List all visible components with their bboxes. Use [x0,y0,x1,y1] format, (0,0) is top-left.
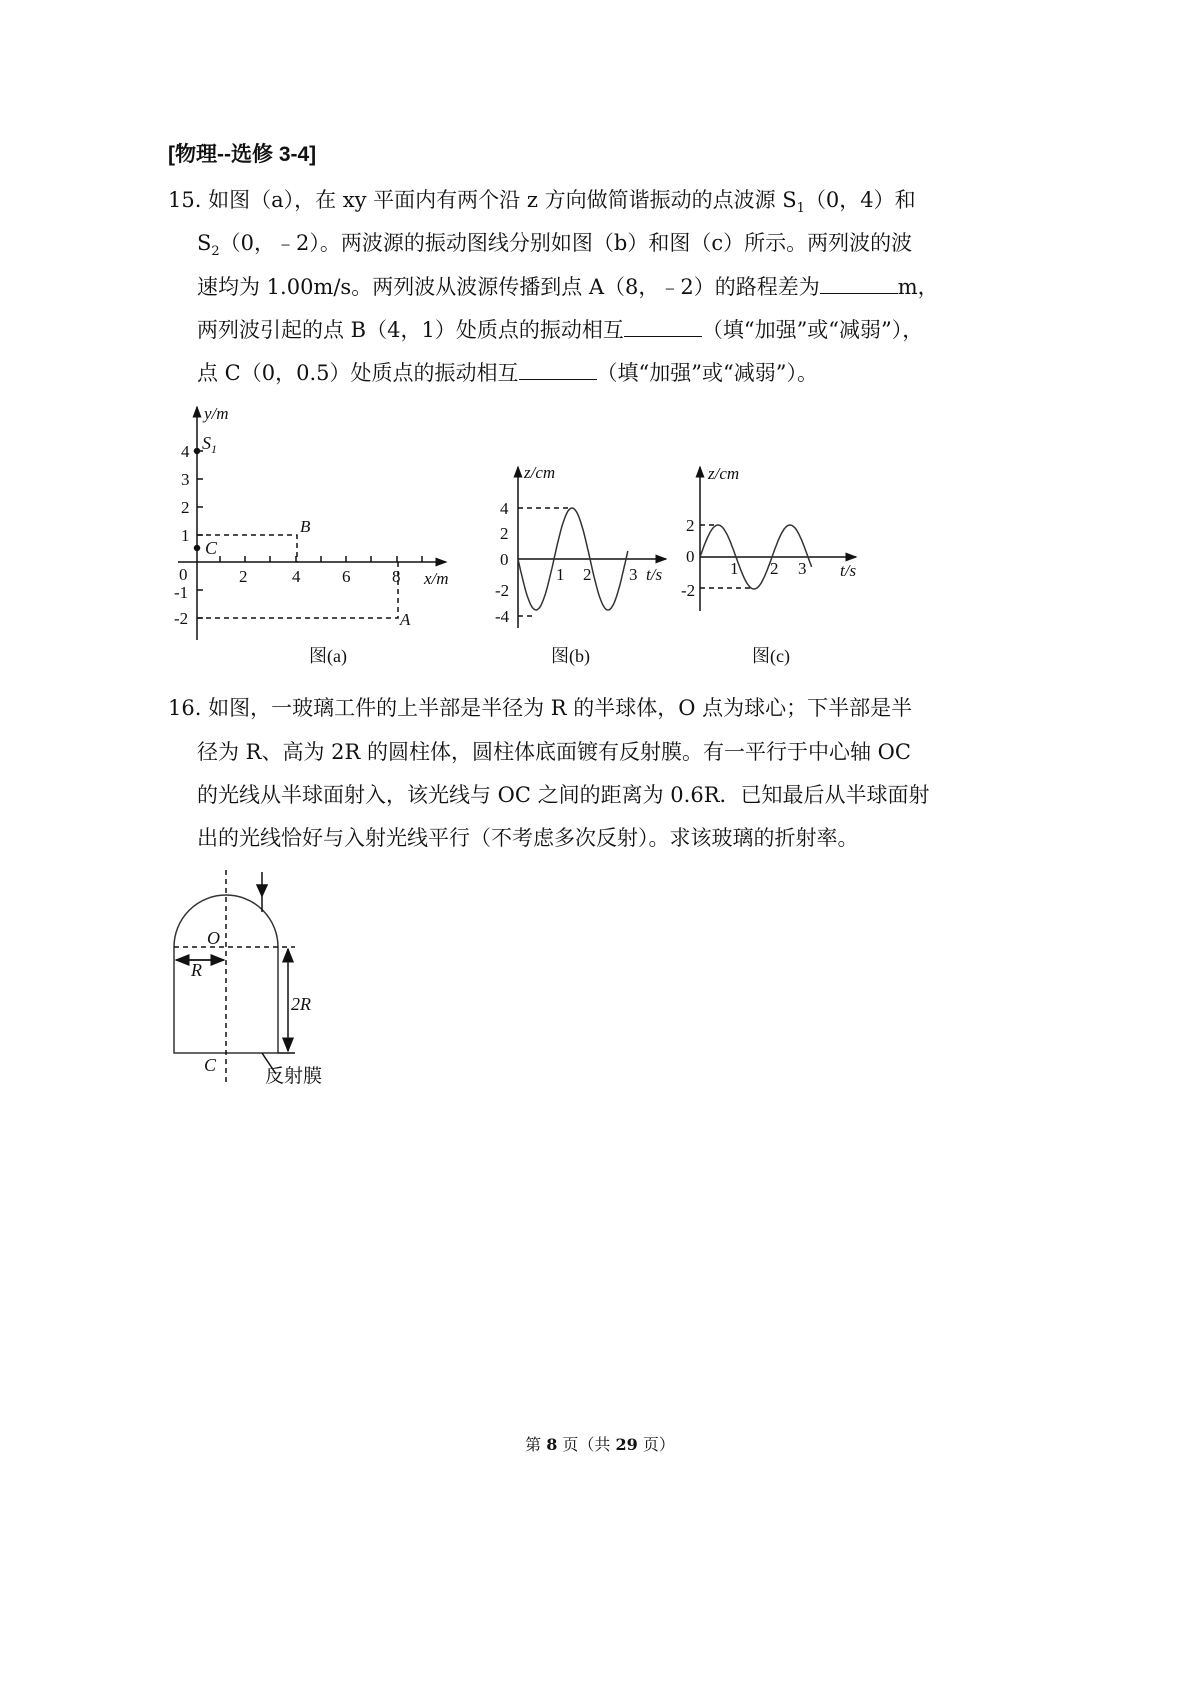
x-tick-label: 3 [629,565,638,584]
point-b-label: B [300,517,311,536]
y-tick-label: 2 [686,516,695,535]
x-tick-label: 6 [342,567,351,586]
y-tick-label: 0 [686,547,695,566]
q16-line-2: 径为 R、高为 2R 的圆柱体，圆柱体底面镀有反射膜。有一平行于中心轴 OC [197,740,911,764]
x-tick-label: 4 [292,567,301,586]
fig-a-y-label: y/m [204,404,229,423]
height-label: 2R [291,994,311,1014]
ray-arrowhead [257,885,267,896]
subscript: 1 [796,201,805,217]
figure-b-caption: 图(b) [551,646,590,666]
y-tick-label: -1 [174,583,189,602]
q16-number: 16. [168,696,202,720]
x-tick-label: 2 [770,559,779,578]
fig-c-x-label: t/s [840,561,857,580]
figure-b [518,467,666,628]
y-tick-label: 4 [500,499,509,518]
q15-text: （0，﹣2）。两波源的振动图线分别如图（b）和图（c）所示。两列波的波 [219,231,913,255]
point-s1-dot [195,449,200,454]
fig-a-s1-label: $S_1$ [202,433,217,456]
page-footer [0,1432,1200,1455]
y-tick-label: -2 [174,609,189,628]
q15-text: （0，4）和 [804,188,916,212]
total-pages: 29 [615,1435,638,1454]
x-tick-label: 2 [239,567,248,586]
fig-c-y-label: z/cm [708,464,740,483]
figure-a-caption: 图(a) [309,646,347,666]
q16-line-1 [168,694,912,722]
page-number: 8 [546,1435,558,1454]
q15-text: 两列波引起的点 B（4，1）处质点的振动相互 [197,318,624,342]
fig-a-x-label: x/m [424,569,449,588]
q15-text: 点 C（0，0.5）处质点的振动相互 [197,361,519,385]
q16-figure [0,860,400,1100]
y-tick-label: 4 [181,442,190,461]
figure-c [700,467,856,611]
y-tick-label: 3 [181,470,190,489]
y-tick-label: 1 [181,526,190,545]
q15-figures [0,0,1200,700]
y-tick-label: -4 [495,607,510,626]
point-a-label: A [400,610,411,629]
q15-text: 速均为 1.00m/s。两列波从波源传播到点 A（8，﹣2）的路程差为 [197,275,820,299]
footer-text: 页（共 [557,1435,616,1454]
x-tick-label: 8 [392,567,401,586]
origin-label: 0 [179,565,188,584]
x-tick-label: 2 [583,565,592,584]
reflective-film-label: 反射膜 [265,1065,323,1087]
point-c-label: C [205,538,218,558]
q16-text: 如图，一玻璃工件的上半部是半径为 R 的半球体，O 点为球心；下半部是半 [208,696,913,720]
section-header: [物理--选修 3-4] [168,143,317,166]
point-c-dot [195,546,200,551]
subscript: 2 [211,244,220,260]
x-tick-label: 1 [556,565,565,584]
y-tick-label: -2 [681,581,696,600]
q16-line-4: 出的光线恰好与入射光线平行（不考虑多次反射）。求该玻璃的折射率。 [197,826,859,850]
y-tick-label: -2 [495,581,510,600]
footer-text: 页） [637,1435,675,1454]
figure-a [178,407,446,640]
point-c-label: C [204,1055,217,1075]
q15-text: 如图（a），在 xy 平面内有两个沿 z 方向做简谐振动的点波源 S [208,188,797,212]
y-tick-label: 2 [500,524,509,543]
q16-line-3: 的光线从半球面射入，该光线与 OC 之间的距离为 0.6R．已知最后从半球面射 [197,783,930,807]
center-o-label: O [207,928,220,948]
q15-number: 15. [168,188,202,212]
q15-text: （填“加强”或“减弱”）。 [596,361,818,385]
footer-text: 第 [525,1435,547,1454]
y-tick-label: 2 [181,498,190,517]
radius-label: R [191,960,202,980]
y-tick-label: 0 [500,550,509,569]
figure-c-caption: 图(c) [752,646,790,666]
fig-b-y-label: z/cm [524,463,556,482]
q15-text: m， [897,275,939,299]
fig-b-x-label: t/s [646,565,663,584]
x-tick-label: 1 [730,559,739,578]
x-tick-label: 3 [798,559,807,578]
x-tick-marks [220,556,422,562]
q15-text: S [197,231,212,255]
q15-text: （填“加强”或“减弱”）， [701,318,924,342]
